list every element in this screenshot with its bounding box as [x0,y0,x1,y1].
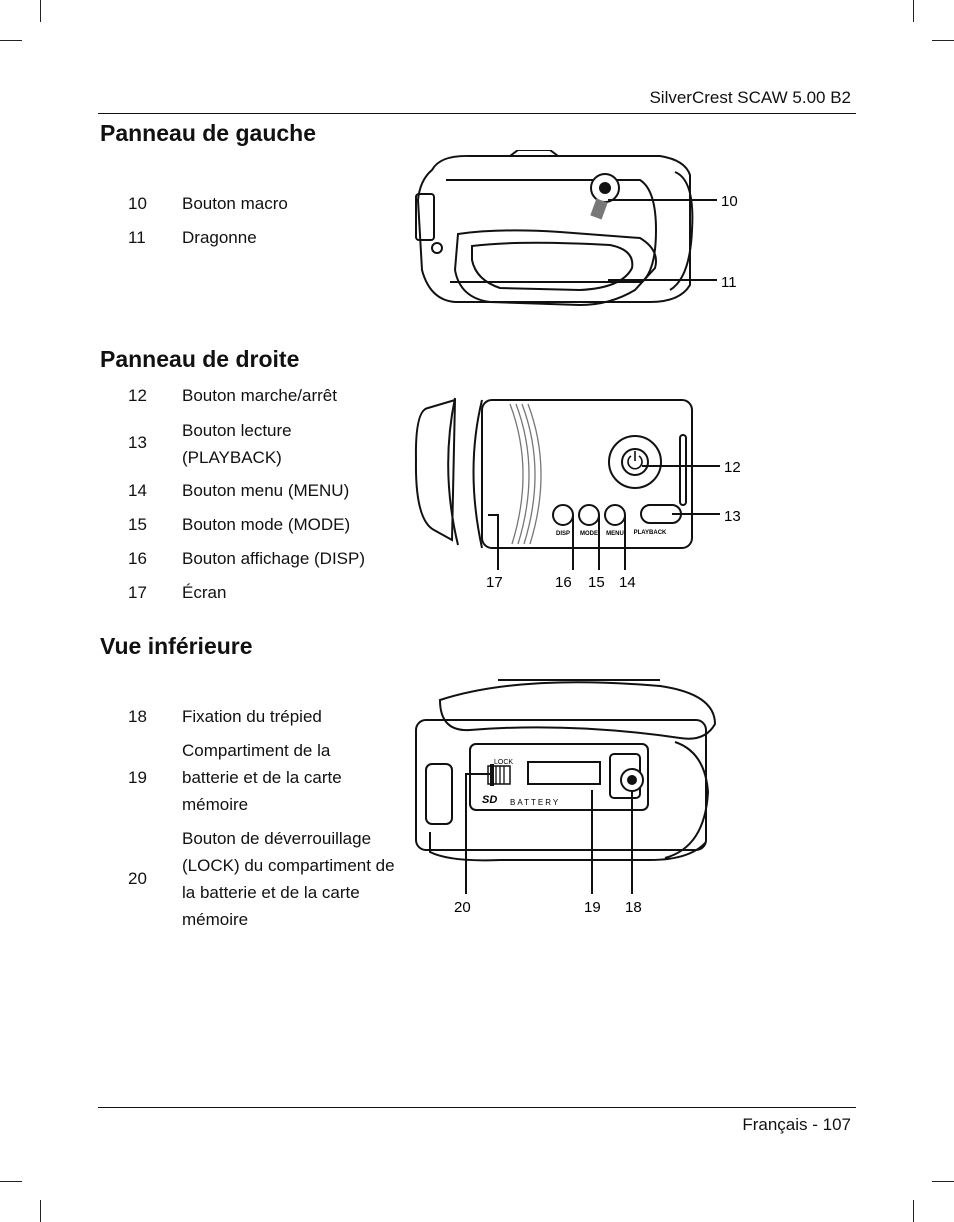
section-title-left-panel: Panneau de gauche [100,120,317,146]
item-number: 10 [128,194,147,213]
header-rule [98,113,856,114]
callout-11: 11 [721,274,737,291]
page-number: Français - 107 [742,1115,851,1134]
crop-mark [913,0,914,22]
camera-right-panel-figure [410,390,755,600]
callout-14: 14 [619,574,636,591]
item-label: Fixation du trépied [182,707,322,726]
item-number: 16 [128,549,147,568]
item-label: Bouton menu (MENU) [182,481,350,500]
item-number: 11 [128,228,146,247]
callout-17: 17 [486,574,503,591]
vent-lines [510,404,541,544]
item-label: Bouton de déverrouillage (LOCK) du compartiment de la batterie et de la carte mémoire [182,829,395,929]
sd-logo: SD [482,794,498,806]
macro-button-icon [590,174,619,220]
camera-bottom-view-figure [410,672,730,922]
item-label: Dragonne [182,228,257,247]
callout-15: 15 [588,574,605,591]
item-label: Bouton lecture (PLAYBACK) [182,421,292,467]
item-label: Bouton affichage (DISP) [182,549,366,568]
item-label: Écran [182,583,227,602]
crop-mark [40,0,41,22]
item-label: Compartiment de la batterie et de la carte mémoire [182,741,342,814]
crop-mark [913,1200,914,1222]
item-number: 14 [128,481,147,500]
item-number: 18 [128,707,147,726]
disp-button-icon [553,505,573,525]
mode-button-icon [579,505,599,525]
item-label: Bouton mode (MODE) [182,515,351,534]
menu-label: MENU [606,531,624,537]
menu-button-icon [605,505,625,525]
callout-18: 18 [625,899,642,916]
item-number: 20 [128,869,147,888]
mode-label: MODE [580,531,598,537]
section-title-right-panel: Panneau de droite [100,346,300,372]
crop-mark [0,40,22,41]
item-label: Bouton marche/arrêt [182,386,337,405]
header-model: SilverCrest SCAW 5.00 B2 [649,88,851,107]
tripod-mount-icon [621,769,643,791]
section-title-bottom-view: Vue inférieure [100,633,253,659]
disp-label: DISP [555,531,571,537]
footer-rule [98,1107,856,1108]
callout-19: 19 [584,899,601,916]
item-number: 17 [128,583,147,602]
item-number: 13 [128,433,147,452]
crop-mark [932,40,954,41]
item-label: Bouton macro [182,194,288,213]
battery-label: BATTERY [510,798,561,807]
callout-13: 13 [724,508,741,525]
callout-20: 20 [454,899,471,916]
playback-label: PLAYBACK [633,530,667,536]
callout-16: 16 [555,574,572,591]
crop-mark [0,1181,22,1182]
item-number: 12 [128,386,147,405]
callout-12: 12 [724,459,741,476]
camera-left-panel-figure [410,150,750,315]
crop-mark [40,1200,41,1222]
item-number: 19 [128,768,147,787]
item-number: 15 [128,515,147,534]
crop-mark [932,1181,954,1182]
callout-10: 10 [721,193,738,210]
lock-label: LOCK [494,759,514,766]
